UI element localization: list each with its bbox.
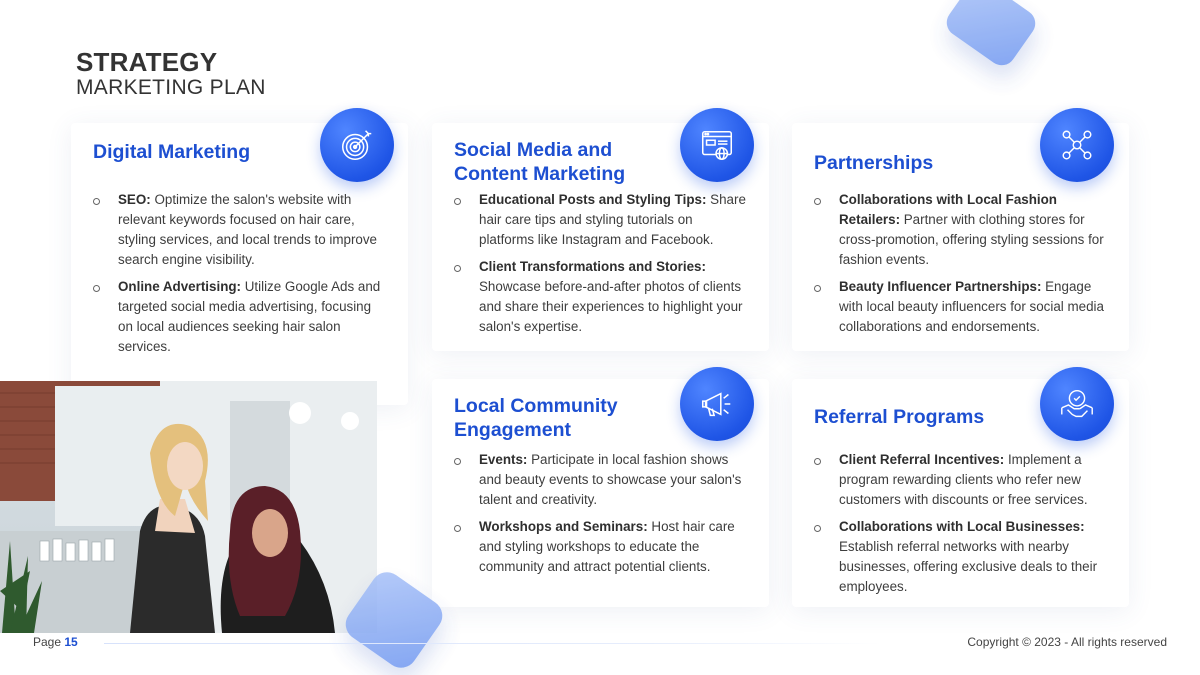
card-social-media	[432, 123, 769, 351]
card-title: Social Media and Content Marketing	[454, 139, 626, 185]
card-local-community	[432, 379, 769, 607]
card-digital-marketing	[71, 123, 408, 405]
network-people-icon	[1058, 126, 1096, 164]
list-item: Collaborations with Local Fashion Retailers: Partner with clothing stores for cross-promotion, offering styling sessions for fashion events.	[812, 190, 1107, 270]
list-item: Educational Posts and Styling Tips: Share hair care tips and styling tutorials on platforms like Instagram and Facebook.	[452, 190, 747, 250]
card-title: Partnerships	[814, 152, 934, 174]
card-title: Digital Marketing	[93, 141, 251, 163]
copyright-text: Copyright © 2023 - All rights reserved	[967, 635, 1167, 649]
footer-divider	[104, 643, 882, 644]
card-referral-programs	[792, 379, 1129, 607]
list-item: Events: Participate in local fashion shows and beauty events to showcase your salon's talent and creativity.	[452, 450, 747, 510]
card-badge	[680, 367, 754, 441]
target-icon	[338, 126, 376, 164]
card-badge	[1040, 108, 1114, 182]
card-title: Referral Programs	[814, 406, 985, 428]
list-item: Collaborations with Local Businesses: Establish referral networks with nearby businesses, offering exclusive deals to their employees.	[812, 517, 1107, 597]
page-subtitle: MARKETING PLAN	[76, 76, 266, 99]
card-badge	[320, 108, 394, 182]
list-item: Beauty Influencer Partnerships: Engage with local beauty influencers for social media collaborations and endorsements.	[812, 277, 1107, 337]
card-title: Local Community Engagement	[454, 395, 618, 441]
card-badge	[1040, 367, 1114, 441]
megaphone-icon	[698, 385, 736, 423]
handshake-icon	[1058, 385, 1096, 423]
list-item: Online Advertising: Utilize Google Ads and targeted social media advertising, focusing on local audiences seeking hair salon services.	[91, 277, 386, 357]
list-item: Client Transformations and Stories: Showcase before-and-after photos of clients and share their experiences to highlight your salon's expertise.	[452, 257, 747, 337]
list-item: SEO: Optimize the salon's website with relevant keywords focused on hair care, styling services, and local trends to improve search engine visibility.	[91, 190, 386, 270]
decorative-shape-top	[941, 0, 1040, 71]
card-partnerships	[792, 123, 1129, 351]
list-item: Workshops and Seminars: Host hair care and styling workshops to educate the community and attract potential clients.	[452, 517, 747, 577]
page-title: STRATEGY	[76, 47, 218, 77]
card-badge	[680, 108, 754, 182]
page-heading	[76, 48, 266, 100]
web-content-icon	[698, 126, 736, 164]
page-number: Page 15	[33, 635, 78, 649]
list-item: Client Referral Incentives: Implement a program rewarding clients who refer new customers with discounts or free services.	[812, 450, 1107, 510]
salon-photo	[0, 381, 377, 633]
